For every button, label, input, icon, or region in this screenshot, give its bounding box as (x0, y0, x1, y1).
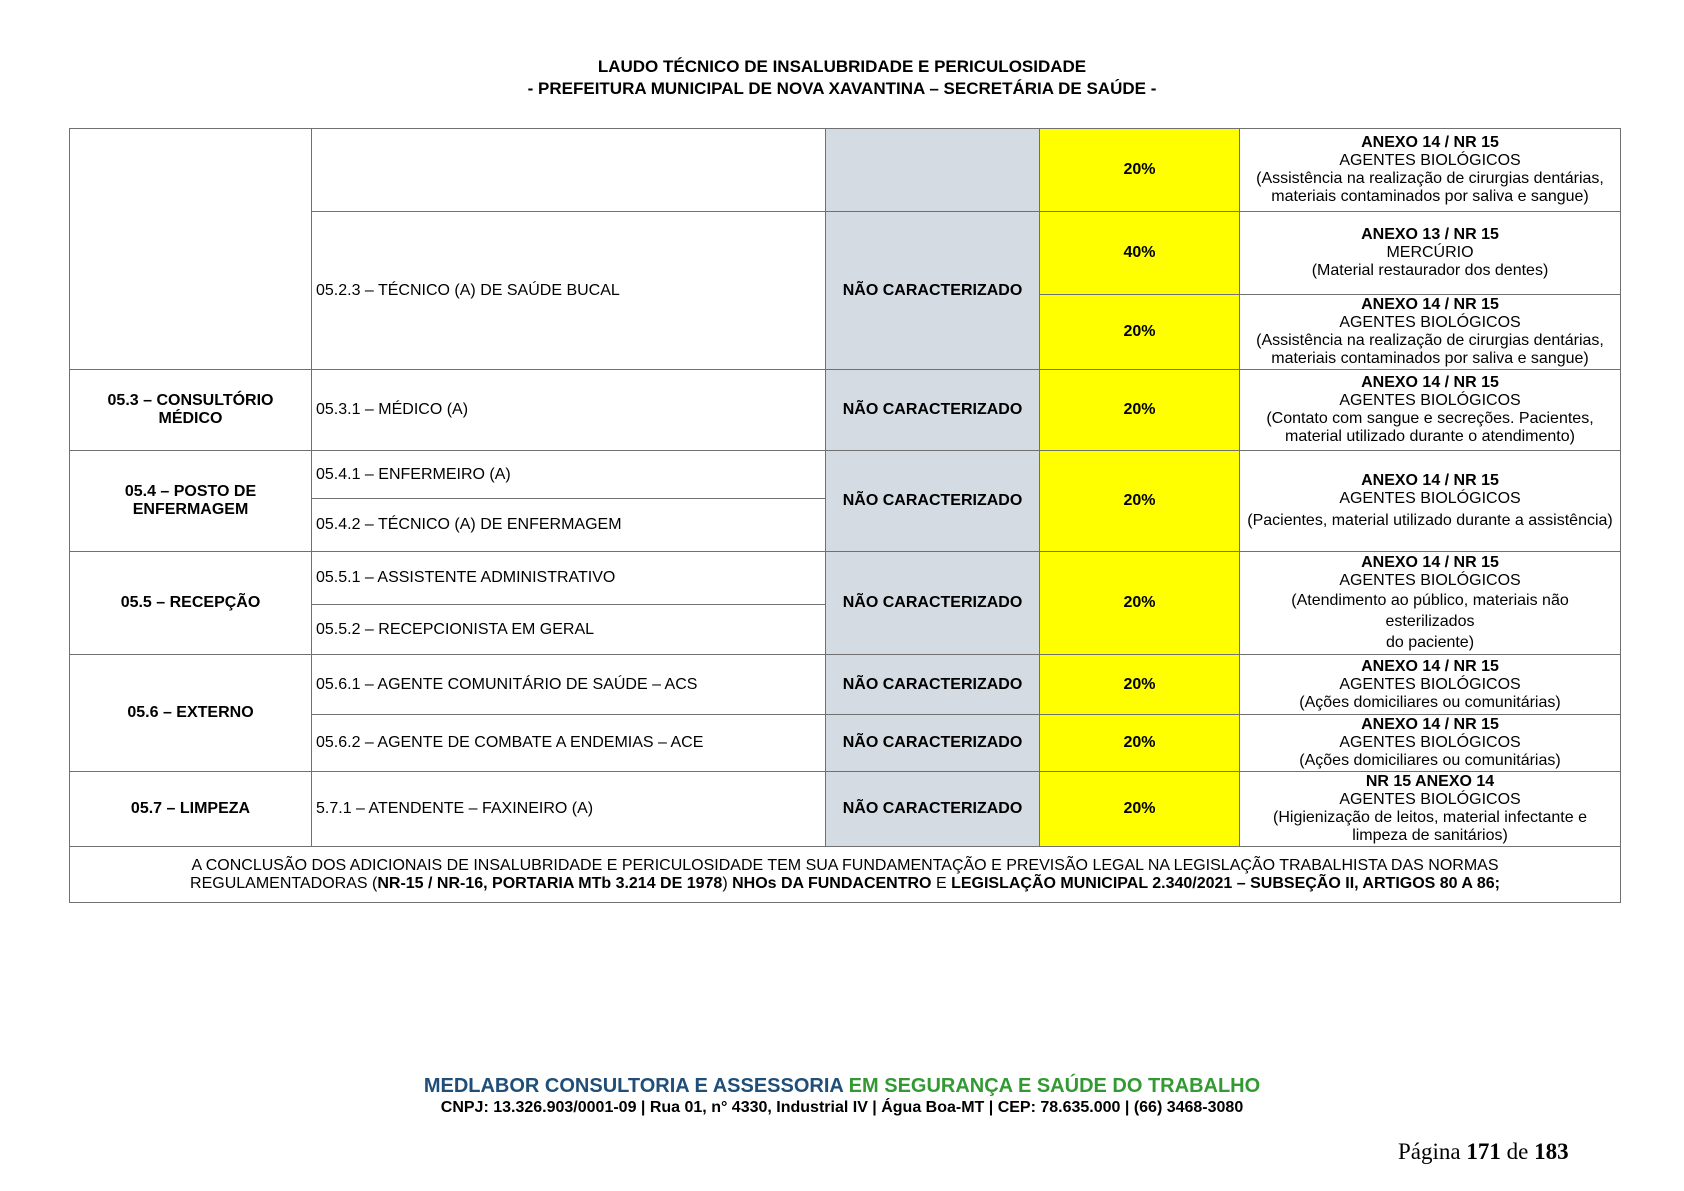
table-row (70, 451, 1621, 499)
company-name (0, 1074, 1684, 1098)
fundamentacao-cell (1240, 655, 1621, 715)
setor-label: 05.3 – CONSULTÓRIO (107, 392, 274, 409)
setor-label: ENFERMAGEM (132, 501, 249, 518)
conclusion-bold-text: LEGISLAÇÃO MUNICIPAL 2.340/2021 – SUBSEÇÃO II, ARTIGOS 80 A 86; (951, 874, 1500, 892)
fundamentacao-line: AGENTES BIOLÓGICOS (1339, 392, 1521, 409)
document-header (0, 56, 1684, 100)
fundamentacao-cell (1240, 129, 1621, 212)
fundamentacao-line: (Material restaurador dos dentes) (1311, 262, 1549, 279)
setor-label: MÉDICO (158, 410, 223, 427)
setor-cell (70, 451, 312, 552)
setor-label: 05.4 – POSTO DE (124, 483, 257, 500)
table-row (70, 370, 1621, 451)
fundamentacao-line: (Atendimento ao público, materiais não (1291, 591, 1569, 609)
setor-cell: 05.6 – EXTERNO (70, 655, 312, 772)
company-address: CNPJ: 13.326.903/0001-09 | Rua 01, n° 4330, Industrial IV | Água Boa-MT | CEP: 78.635.000 | (66) 3468-3080 (440, 1099, 1244, 1116)
fundamentacao-line: limpeza de sanitários) (1352, 827, 1508, 844)
document-subtitle: - PREFEITURA MUNICIPAL DE NOVA XAVANTINA – SECRETÁRIA DE SAÚDE - (527, 79, 1157, 98)
periculosidade-cell-empty (826, 129, 1040, 212)
fundamentacao-line: (Assistência na realização de cirurgias dentárias, (1256, 332, 1604, 349)
fundamentacao-title: ANEXO 14 / NR 15 (1361, 553, 1499, 571)
fundamentacao-title: ANEXO 14 / NR 15 (1361, 134, 1499, 151)
company-name-blue: MEDLABOR CONSULTORIA E ASSESSORIA (423, 1075, 844, 1097)
fundamentacao-line: AGENTES BIOLÓGICOS (1339, 734, 1521, 751)
conclusion-line (74, 875, 1616, 893)
cargo-cell: 05.6.2 – AGENTE DE COMBATE A ENDEMIAS – ACE (312, 715, 826, 772)
fundamentacao-line: (Pacientes, material utilizado durante a assistência) (1247, 512, 1613, 529)
laudo-table (69, 128, 1621, 903)
page-word: Página (1398, 1139, 1461, 1164)
table-row (70, 129, 1621, 212)
conclusion-text: REGULAMENTADORAS ( (190, 874, 378, 892)
insalubridade-cell: 20% (1040, 295, 1240, 370)
cargo-cell: 05.2.3 – TÉCNICO (A) DE SAÚDE BUCAL (312, 212, 826, 370)
cargo-cell: 5.7.1 – ATENDENTE – FAXINEIRO (A) (312, 772, 826, 847)
fundamentacao-cell (1240, 715, 1621, 772)
fundamentacao-line: AGENTES BIOLÓGICOS (1339, 675, 1521, 693)
fundamentacao-cell (1240, 451, 1621, 552)
fundamentacao-line: AGENTES BIOLÓGICOS (1339, 571, 1521, 589)
fundamentacao-line: esterilizados (1385, 612, 1475, 630)
fundamentacao-line: AGENTES BIOLÓGICOS (1339, 152, 1521, 169)
page-number (1398, 1138, 1598, 1166)
cargo-cell: 05.3.1 – MÉDICO (A) (312, 370, 826, 451)
cargo-cell-empty (312, 129, 826, 212)
setor-cell: 05.5 – RECEPÇÃO (70, 552, 312, 655)
fundamentacao-cell (1240, 295, 1621, 370)
conclusion-text: E (931, 874, 952, 892)
periculosidade-cell: NÃO CARACTERIZADO (826, 552, 1040, 655)
fundamentacao-line: (Assistência na realização de cirurgias dentárias, (1256, 170, 1604, 187)
fundamentacao-line: materiais contaminados por saliva e sangue) (1271, 350, 1589, 367)
fundamentacao-line: materiais contaminados por saliva e sangue) (1271, 188, 1589, 205)
insalubridade-cell: 20% (1040, 370, 1240, 451)
cargo-cell: 05.4.1 – ENFERMEIRO (A) (312, 451, 826, 499)
cargo-cell: 05.6.1 – AGENTE COMUNITÁRIO DE SAÚDE – ACS (312, 655, 826, 715)
fundamentacao-line: material utilizado durante o atendimento) (1285, 428, 1575, 445)
fundamentacao-cell (1240, 212, 1621, 295)
fundamentacao-line: AGENTES BIOLÓGICOS (1339, 314, 1521, 331)
insalubridade-cell: 20% (1040, 655, 1240, 715)
cargo-cell: 05.5.1 – ASSISTENTE ADMINISTRATIVO (312, 552, 826, 605)
insalubridade-cell: 20% (1040, 715, 1240, 772)
conclusion-cell (70, 847, 1621, 903)
fundamentacao-line: (Ações domiciliares ou comunitárias) (1299, 693, 1561, 711)
table-row (70, 655, 1621, 715)
insalubridade-cell: 40% (1040, 212, 1240, 295)
conclusion-bold-text: NR-15 / NR-16, PORTARIA MTb 3.214 DE 1978 (377, 874, 723, 892)
cargo-cell: 05.5.2 – RECEPCIONISTA EM GERAL (312, 605, 826, 655)
conclusion-bold-text: NHOs DA FUNDACENTRO (732, 874, 932, 892)
setor-cell (70, 370, 312, 451)
insalubridade-cell: 20% (1040, 772, 1240, 847)
table-row (70, 847, 1621, 903)
fundamentacao-line: (Contato com sangue e secreções. Pacientes, (1266, 410, 1594, 427)
setor-cell-empty (70, 129, 312, 370)
fundamentacao-line: AGENTES BIOLÓGICOS (1339, 791, 1521, 808)
fundamentacao-title: ANEXO 14 / NR 15 (1361, 716, 1499, 733)
periculosidade-cell: NÃO CARACTERIZADO (826, 772, 1040, 847)
document-title: LAUDO TÉCNICO DE INSALUBRIDADE E PERICULOSIDADE (597, 57, 1087, 76)
table-row (70, 772, 1621, 847)
fundamentacao-line: (Higienização de leitos, material infectante e (1273, 809, 1587, 826)
conclusion-text: ) (722, 874, 733, 892)
fundamentacao-cell (1240, 552, 1621, 655)
page-current: 171 (1466, 1139, 1501, 1164)
fundamentacao-title: ANEXO 14 / NR 15 (1361, 657, 1499, 675)
fundamentacao-title: ANEXO 14 / NR 15 (1361, 374, 1499, 391)
fundamentacao-line: MERCÚRIO (1386, 244, 1474, 261)
conclusion-line: A CONCLUSÃO DOS ADICIONAIS DE INSALUBRIDADE E PERICULOSIDADE TEM SUA FUNDAMENTAÇÃO E PREVISÃO LEGAL NA LEGISLAÇÃO TRABALHISTA DAS NORMAS (191, 856, 1499, 874)
company-name-green: EM SEGURANÇA E SAÚDE DO TRABALHO (848, 1075, 1261, 1097)
insalubridade-cell: 20% (1040, 552, 1240, 655)
setor-cell: 05.7 – LIMPEZA (70, 772, 312, 847)
fundamentacao-title: ANEXO 14 / NR 15 (1361, 296, 1499, 313)
page-total: 183 (1534, 1139, 1569, 1164)
fundamentacao-title: NR 15 ANEXO 14 (1365, 773, 1495, 790)
insalubridade-cell: 20% (1040, 129, 1240, 212)
periculosidade-cell: NÃO CARACTERIZADO (826, 655, 1040, 715)
periculosidade-cell: NÃO CARACTERIZADO (826, 370, 1040, 451)
cargo-cell: 05.4.2 – TÉCNICO (A) DE ENFERMAGEM (312, 499, 826, 552)
page-of: de (1506, 1139, 1529, 1164)
table-row (70, 552, 1621, 605)
periculosidade-cell: NÃO CARACTERIZADO (826, 715, 1040, 772)
periculosidade-cell: NÃO CARACTERIZADO (826, 451, 1040, 552)
fundamentacao-title: ANEXO 14 / NR 15 (1361, 472, 1499, 489)
fundamentacao-line: AGENTES BIOLÓGICOS (1339, 490, 1521, 507)
periculosidade-cell: NÃO CARACTERIZADO (826, 212, 1040, 370)
fundamentacao-cell (1240, 370, 1621, 451)
fundamentacao-cell (1240, 772, 1621, 847)
insalubridade-cell: 20% (1040, 451, 1240, 552)
fundamentacao-title: ANEXO 13 / NR 15 (1361, 226, 1499, 243)
fundamentacao-line: do paciente) (1385, 633, 1475, 651)
fundamentacao-line: (Ações domiciliares ou comunitárias) (1299, 752, 1561, 769)
